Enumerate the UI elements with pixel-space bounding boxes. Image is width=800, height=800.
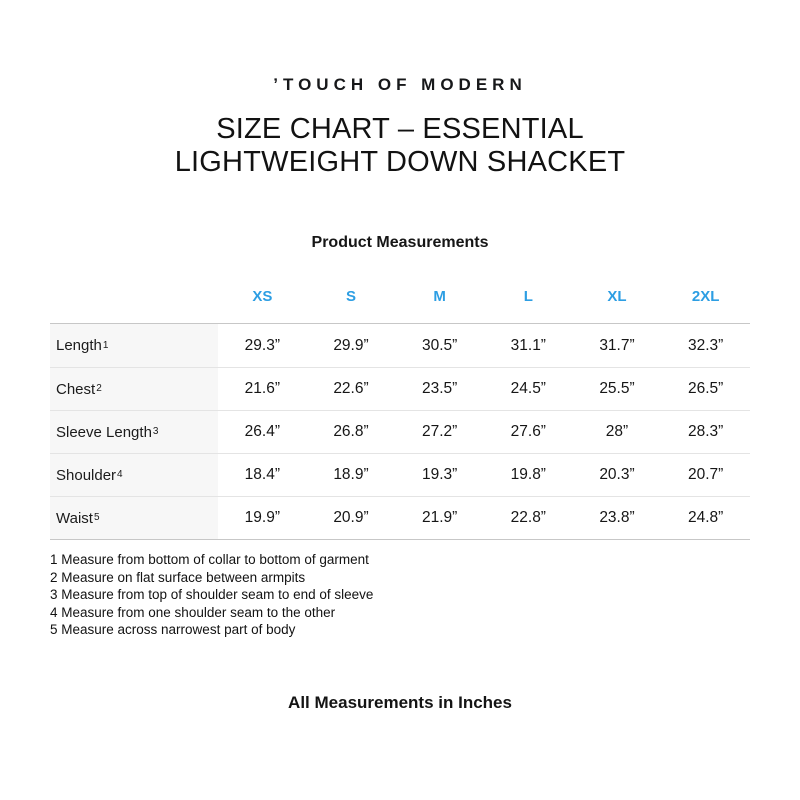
footnote-5: 5 Measure across narrowest part of body	[50, 622, 296, 637]
page-title-line1: SIZE CHART – ESSENTIAL	[216, 113, 584, 145]
table-row-waist	[50, 496, 750, 539]
row-label-chest: Chest 2	[50, 368, 218, 410]
row-label-text: Shoulder	[56, 466, 117, 484]
cell-length-s: 29.9”	[333, 336, 369, 354]
brand-logo: ʼTOUCH OF MODERN	[273, 75, 527, 94]
cell-waist-s: 20.9”	[333, 509, 369, 526]
footnote-3: 3 Measure from top of shoulder seam to end of sleeve	[50, 587, 374, 602]
row-label-text: Chest	[56, 380, 96, 398]
cell-length-2xl: 32.3”	[687, 336, 724, 354]
row-label-waist: Waist 5	[50, 497, 218, 539]
cell-chest-xs: 21.6”	[244, 380, 280, 397]
cell-sleeve-s: 26.8”	[333, 423, 369, 440]
cell-sleeve-2xl: 28.3”	[687, 423, 724, 440]
cell-length-l: 31.1”	[510, 336, 546, 354]
cell-length-xl: 31.7”	[599, 336, 635, 354]
page-title-line2: LIGHTWEIGHT DOWN SHACKET	[174, 146, 626, 178]
cell-length-xs: 29.3”	[244, 336, 280, 354]
table-heading: Product Measurements	[311, 234, 489, 251]
cell-waist-2xl: 24.8”	[687, 509, 724, 526]
cell-chest-l: 24.5”	[510, 380, 546, 397]
column-header-xs: XS	[252, 288, 273, 305]
header-spacer	[50, 289, 218, 305]
page-title	[50, 113, 750, 179]
cell-sleeve-m: 27.2”	[421, 423, 458, 440]
row-label-length: Length 1	[50, 324, 218, 367]
cell-shoulder-xl: 20.3”	[599, 466, 635, 483]
cell-waist-m: 21.9”	[421, 509, 458, 526]
cell-shoulder-s: 18.9”	[333, 466, 369, 483]
size-table	[50, 289, 750, 540]
cell-chest-2xl: 26.5”	[687, 380, 724, 397]
column-header-m: M	[433, 288, 446, 305]
cell-shoulder-2xl: 20.7”	[687, 466, 724, 483]
table-row-shoulder	[50, 453, 750, 496]
cell-shoulder-xs: 18.4”	[244, 466, 280, 483]
row-label-shoulder: Shoulder 4	[50, 454, 218, 496]
cell-waist-xs: 19.9”	[244, 509, 280, 526]
cell-waist-xl: 23.8”	[599, 509, 635, 526]
cell-shoulder-l: 19.8”	[510, 466, 546, 483]
units-note: All Measurements in Inches	[288, 692, 512, 712]
column-header-xl: XL	[607, 288, 627, 305]
cell-sleeve-l: 27.6”	[510, 423, 546, 440]
row-label-text: Sleeve Length	[56, 423, 152, 441]
cell-sleeve-xl: 28”	[605, 423, 629, 440]
row-label-text: Length	[56, 337, 102, 354]
table-row-sleeve-length	[50, 410, 750, 453]
size-table-body	[50, 323, 750, 540]
cell-length-m: 30.5”	[421, 336, 458, 354]
row-label-sleeve-length: Sleeve Length 3	[50, 411, 218, 453]
column-header-s: S	[345, 288, 356, 305]
footnote-1: 1 Measure from bottom of collar to bottom of garment	[50, 552, 369, 567]
cell-shoulder-m: 19.3”	[421, 466, 458, 483]
table-row-length	[50, 324, 750, 367]
size-table-header-row	[50, 289, 750, 323]
row-label-text: Waist	[56, 509, 93, 527]
footnote-4: 4 Measure from one shoulder seam to the other	[50, 604, 336, 620]
cell-chest-xl: 25.5”	[599, 380, 635, 397]
table-row-chest	[50, 367, 750, 410]
cell-sleeve-xs: 26.4”	[244, 423, 280, 440]
cell-waist-l: 22.8”	[510, 509, 546, 526]
column-header-2xl: 2XL	[691, 288, 720, 305]
footnotes	[50, 551, 750, 639]
footnote-2: 2 Measure on flat surface between armpits	[50, 569, 306, 585]
cell-chest-s: 22.6”	[333, 380, 369, 397]
column-header-l: L	[523, 288, 533, 305]
cell-chest-m: 23.5”	[421, 380, 458, 397]
